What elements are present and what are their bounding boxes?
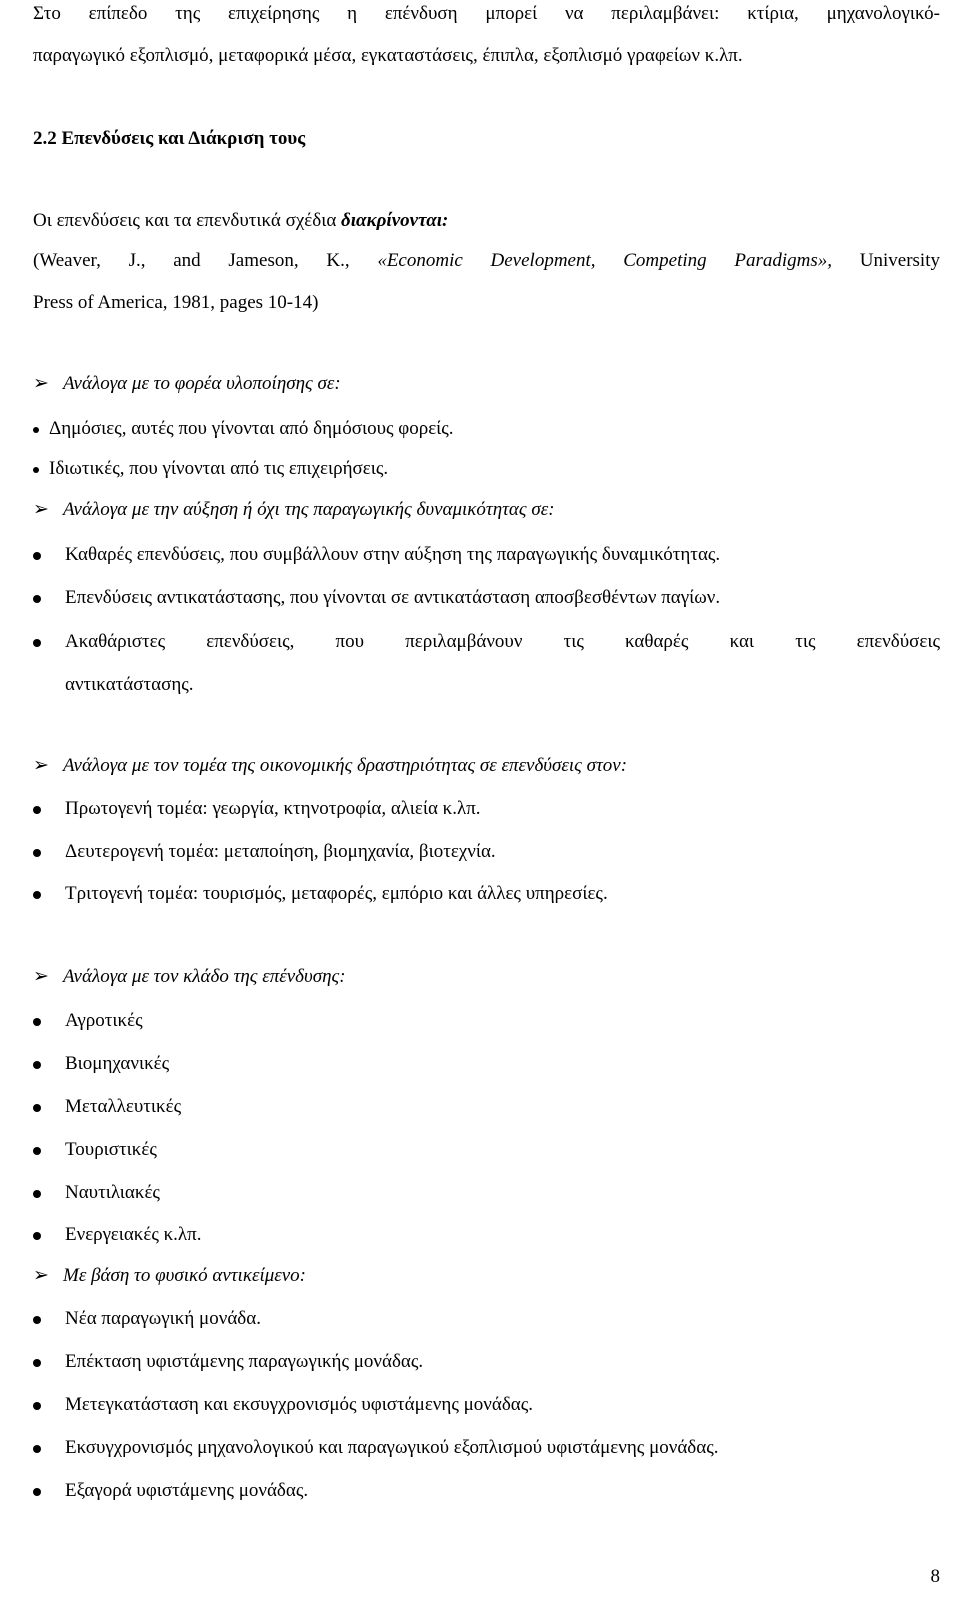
bullet-dot-icon — [33, 1232, 41, 1240]
intro-line-1: Στο επίπεδο της επιχείρησης η επένδυση μπορεί να περιλαμβάνει: κτίρια, μηχανολογικό- — [33, 3, 940, 24]
section-1-title — [33, 372, 940, 396]
page-number: 8 — [930, 1566, 940, 1587]
list-item-text: Δημόσιες, αυτές που γίνονται από δημόσιους φορείς. — [49, 418, 454, 439]
section-4-title — [33, 965, 940, 989]
arrow-bullet-icon: ➢ — [33, 755, 49, 776]
list-item-continuation: αντικατάστασης. — [65, 674, 194, 695]
section-1-title-text: Ανάλογα με το φορέα υλοποίησης σε: — [63, 373, 341, 394]
bullet-dot-icon — [33, 849, 41, 857]
bullet-dot-icon — [33, 595, 41, 603]
list-item-text: Εκσυγχρονισμός μηχανολογικού και παραγωγικού εξοπλισμού υφιστάμενης μονάδας. — [65, 1437, 719, 1458]
bullet-dot-icon — [33, 1061, 41, 1069]
list-item-text: Μετεγκατάσταση και εκσυγχρονισμός υφιστάμενης μονάδας. — [65, 1394, 534, 1415]
citation-publisher-a: University — [832, 250, 940, 271]
bullet-dot-icon — [33, 1104, 41, 1112]
bullet-dot-icon — [33, 467, 39, 473]
list-item-text: Ναυτιλιακές — [65, 1182, 160, 1203]
list-item-text: Νέα παραγωγική μονάδα. — [65, 1308, 261, 1329]
list-item-text: Ακαθάριστες επενδύσεις, που περιλαμβάνουν τις καθαρές και τις επενδύσεις — [65, 631, 940, 652]
bullet-dot-icon — [33, 1018, 41, 1026]
distinction-text: Οι επενδύσεις και τα επενδυτικά σχέδια — [33, 210, 342, 231]
list-item-text: Τριτογενή τομέα: τουρισμός, μεταφορές, εμπόριο και άλλες υπηρεσίες. — [65, 883, 608, 904]
citation-title: «Economic Development, Competing Paradigms», — [377, 250, 833, 271]
section-3-title-text: Ανάλογα με τον τομέα της οικονομικής δραστηριότητας σε επενδύσεις στον: — [63, 755, 628, 776]
list-item-text: Βιομηχανικές — [65, 1053, 170, 1074]
intro-line-2: παραγωγικό εξοπλισμό, μεταφορικά μέσα, εγκαταστάσεις, έπιπλα, εξοπλισμό γραφείων κ.λπ. — [33, 45, 743, 66]
distinction-line — [33, 209, 940, 233]
arrow-bullet-icon: ➢ — [33, 966, 49, 987]
list-item-text: Επέκταση υφιστάμενης παραγωγικής μονάδας. — [65, 1351, 424, 1372]
section-5-title-text: Με βάση το φυσικό αντικείμενο: — [63, 1265, 307, 1286]
list-item-text: Ενεργειακές κ.λπ. — [65, 1224, 202, 1245]
list-item-text: Μεταλλευτικές — [65, 1096, 182, 1117]
list-item-text: Πρωτογενή τομέα: γεωργία, κτηνοτροφία, αλιεία κ.λπ. — [65, 798, 481, 819]
arrow-bullet-icon: ➢ — [33, 373, 49, 394]
bullet-dot-icon — [33, 1402, 41, 1410]
bullet-dot-icon — [33, 427, 39, 433]
bullet-dot-icon — [33, 1488, 41, 1496]
section-3-title — [33, 754, 940, 778]
section-heading: 2.2 Επενδύσεις και Διάκριση τους — [33, 128, 306, 149]
bullet-dot-icon — [33, 639, 41, 647]
list-item-text: Επενδύσεις αντικατάστασης, που γίνονται σε αντικατάσταση αποσβεσθέντων παγίων. — [65, 587, 721, 608]
list-item-text: Τουριστικές — [65, 1139, 157, 1160]
citation-authors: (Weaver, J., and Jameson, K., — [33, 250, 378, 271]
list-item-text: Αγροτικές — [65, 1010, 143, 1031]
section-2-title — [33, 498, 940, 522]
bullet-dot-icon — [33, 1445, 41, 1453]
bullet-dot-icon — [33, 1316, 41, 1324]
list-item-text: Δευτερογενή τομέα: μεταποίηση, βιομηχανία, βιοτεχνία. — [65, 841, 496, 862]
list-item-text: Καθαρές επενδύσεις, που συμβάλλουν στην αύξηση της παραγωγικής δυναμικότητας. — [65, 544, 721, 565]
list-item-text: Εξαγορά υφιστάμενης μονάδας. — [65, 1480, 309, 1501]
section-2-title-text: Ανάλογα με την αύξηση ή όχι της παραγωγικής δυναμικότητας σε: — [63, 499, 555, 520]
section-5-title — [33, 1264, 940, 1288]
distinction-emphasis: διακρίνονται: — [341, 210, 449, 231]
citation-line-1 — [33, 249, 940, 273]
bullet-dot-icon — [33, 1147, 41, 1155]
bullet-dot-icon — [33, 806, 41, 814]
list-item-text: Ιδιωτικές, που γίνονται από τις επιχειρήσεις. — [49, 458, 389, 479]
bullet-dot-icon — [33, 891, 41, 899]
arrow-bullet-icon: ➢ — [33, 1265, 49, 1286]
bullet-dot-icon — [33, 1190, 41, 1198]
bullet-dot-icon — [33, 552, 41, 560]
bullet-dot-icon — [33, 1359, 41, 1367]
citation-line-2: Press of America, 1981, pages 10-14) — [33, 292, 319, 313]
arrow-bullet-icon: ➢ — [33, 499, 49, 520]
section-4-title-text: Ανάλογα με τον κλάδο της επένδυσης: — [63, 966, 346, 987]
